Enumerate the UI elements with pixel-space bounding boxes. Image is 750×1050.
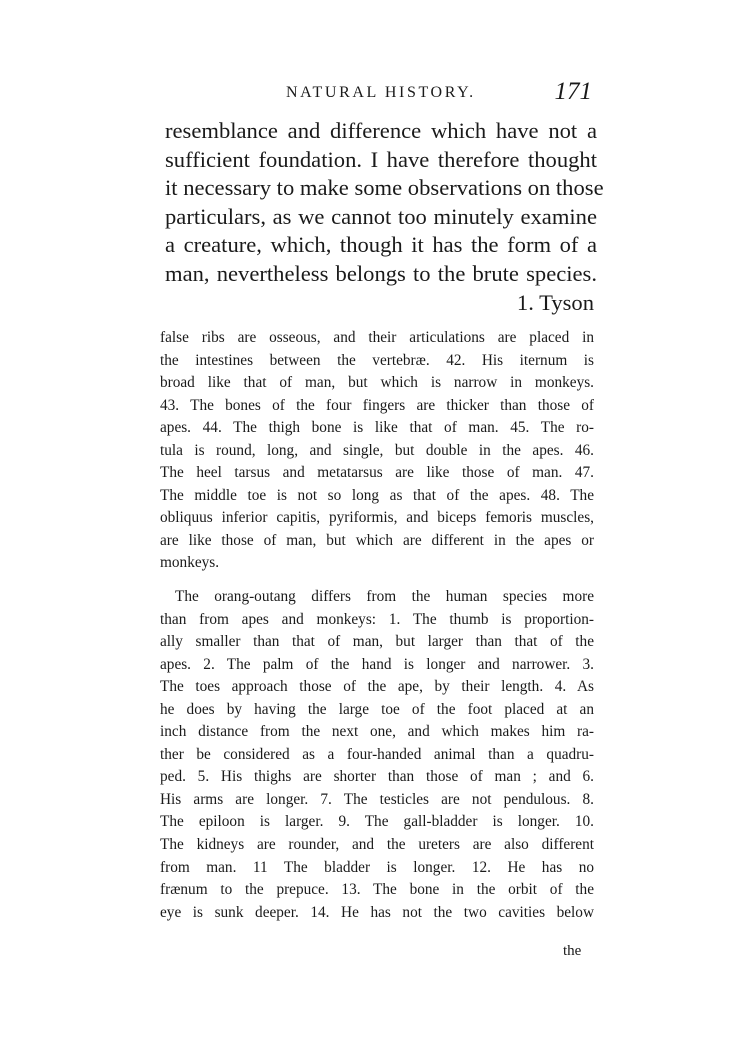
text-line: frænum to the prepuce. 13. The bone in the orbit of the	[160, 881, 594, 899]
text-line: The kidneys are rounder, and the ureters are also different	[160, 836, 594, 854]
text-line: ther be considered as a four-handed animal than a quadru-	[160, 745, 594, 763]
text-line: The heel tarsus and metatarsus are like those of man. 47.	[160, 464, 594, 482]
text-line: false ribs are osseous, and their articulations are placed in	[160, 329, 594, 346]
text-line: from man. 11 The bladder is longer. 12. He has no	[160, 858, 594, 876]
text-line: tula is round, long, and single, but double in the apes. 46.	[160, 441, 594, 459]
page-number: 171	[554, 78, 592, 105]
large-text-line: man, nevertheless belongs to the brute species.	[165, 260, 597, 286]
text-line: obliquus inferior capitis, pyriformis, and biceps femoris muscles,	[160, 509, 594, 527]
text-line: apes. 44. The thigh bone is like that of man. 45. The ro-	[160, 419, 594, 437]
text-line: eye is sunk deeper. 14. He has not the two cavities below	[160, 903, 594, 921]
large-text-line: a creature, which, though it has the form of a	[165, 232, 597, 258]
small-text-block	[160, 327, 594, 924]
text-line: monkeys.	[160, 554, 220, 572]
large-text-line: particulars, as we cannot too minutely examine	[165, 203, 597, 229]
text-line: he does by having the large toe of the foot placed at an	[160, 700, 594, 718]
text-line: inch distance from the next one, and which makes him ra-	[160, 723, 594, 741]
running-head: NATURAL HISTORY.	[286, 84, 476, 101]
text-line: are like those of man, but which are different in the apes or	[160, 531, 594, 549]
large-text-line: it necessary to make some observations on those	[165, 175, 604, 201]
page-header	[286, 78, 596, 112]
text-line: ped. 5. His thighs are shorter than those of man ; and 6.	[160, 768, 594, 786]
large-text-line: sufficient foundation. I have therefore thought	[165, 146, 597, 172]
text-line: the intestines between the vertebræ. 42. His iternum is	[160, 351, 594, 369]
text-line: The middle toe is not so long as that of the apes. 48. The	[160, 486, 594, 504]
text-line: apes. 2. The palm of the hand is longer and narrower. 3.	[160, 655, 594, 673]
signature-mark: 1. Tyson	[516, 289, 594, 315]
text-line: His arms are longer. 7. The testicles are not pendulous. 8.	[160, 790, 594, 808]
paragraph-gap	[160, 575, 594, 586]
text-line: The orang-outang differs from the human species more	[175, 588, 594, 606]
text-line: ally smaller than that of man, but larger than that of the	[160, 633, 594, 651]
text-line: The epiloon is larger. 9. The gall-bladder is longer. 10.	[160, 813, 594, 831]
text-line: than from apes and monkeys: 1. The thumb is proportion-	[160, 610, 594, 628]
text-line: 43. The bones of the four fingers are thicker than those of	[160, 396, 594, 414]
text-line: The toes approach those of the ape, by their length. 4. As	[160, 678, 594, 696]
text-line: broad like that of man, but which is narrow in monkeys.	[160, 374, 594, 392]
catchword: the	[563, 943, 582, 959]
large-text-block	[165, 117, 604, 317]
large-text-line: resemblance and difference which have not a	[165, 118, 597, 143]
